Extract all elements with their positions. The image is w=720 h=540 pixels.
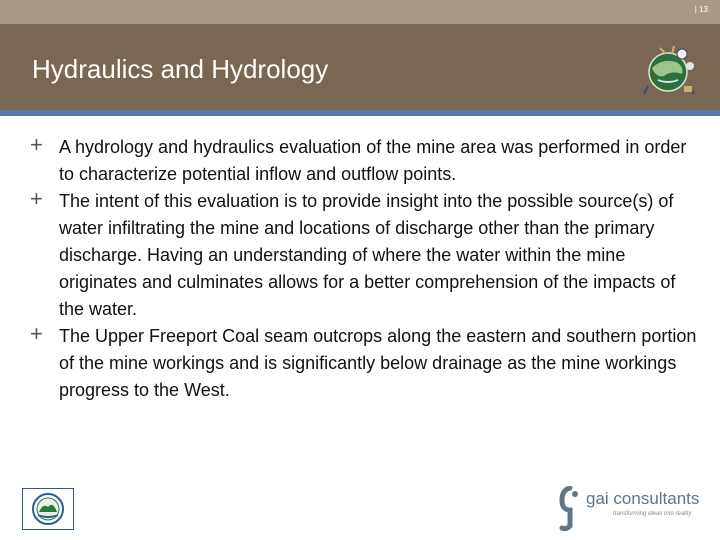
slide-title: Hydraulics and Hydrology	[32, 54, 329, 84]
bullet-list	[28, 134, 698, 404]
bullet-item	[28, 134, 698, 188]
state-seal-icon	[22, 488, 74, 530]
bullet-item	[28, 323, 698, 404]
plus-bullet-icon: +	[30, 132, 43, 157]
top-bar	[0, 0, 720, 24]
bullet-text: The Upper Freeport Coal seam outcrops along the eastern and southern portion of the mine workings and is significantly below drainage as the mine workings progress to the West.	[59, 326, 697, 400]
company-tagline: transforming ideas into reality	[613, 511, 692, 517]
plus-bullet-icon: +	[30, 321, 43, 346]
header-divider	[0, 110, 720, 116]
gai-mark-icon	[556, 486, 582, 532]
company-logo	[556, 486, 706, 532]
bullet-text: A hydrology and hydraulics evaluation of the mine area was performed in order to characterize potential inflow and outflow points.	[59, 137, 687, 184]
bullet-item	[28, 188, 698, 323]
bullet-text: The intent of this evaluation is to provide insight into the possible source(s) of water infiltrating the mine and locations of discharge other than the primary discharge. Having an understanding of where the water within the mine originates and culminates allows for a better comprehension of the impacts of the water.	[59, 191, 676, 319]
plus-bullet-icon: +	[30, 186, 43, 211]
company-name: gai consultants	[586, 489, 700, 508]
slide-number: | 13	[694, 5, 708, 14]
globe-emblem-icon	[638, 40, 700, 100]
